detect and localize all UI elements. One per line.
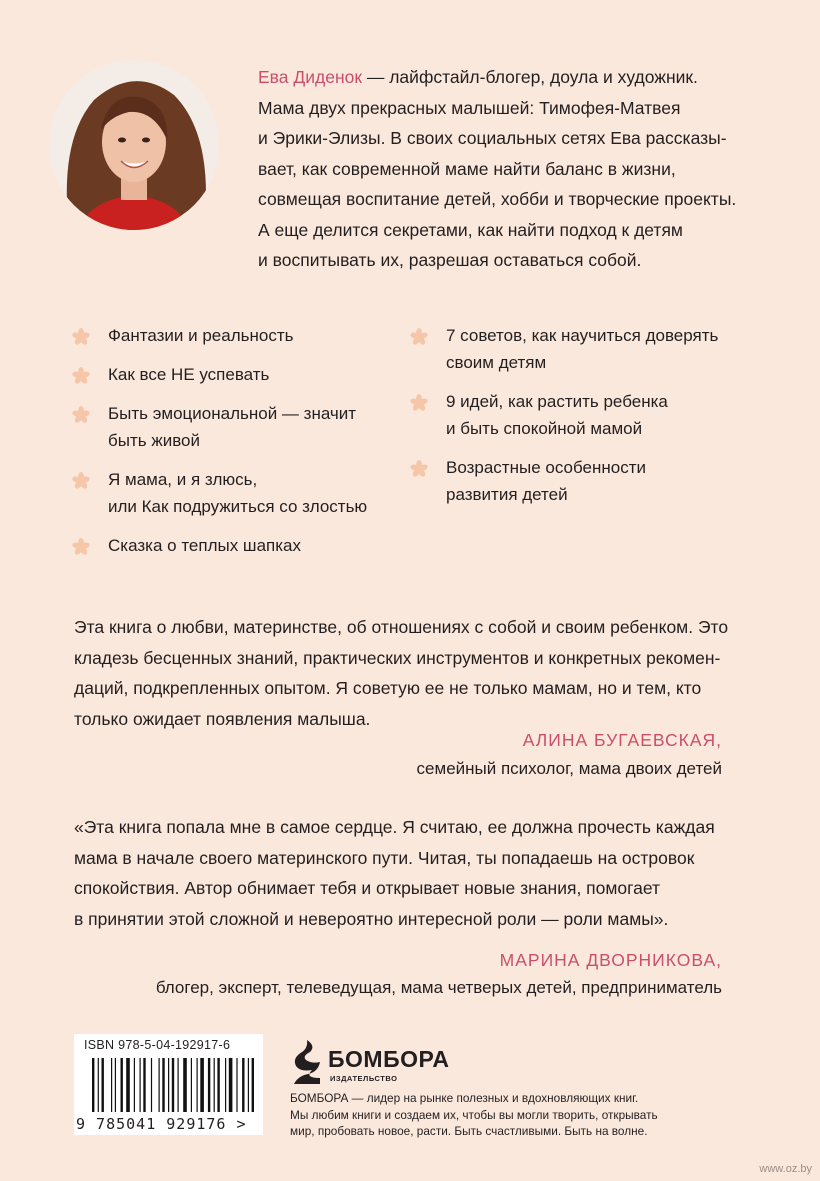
topic-item [72, 532, 402, 559]
review-line: спокойствия. Автор обнимает тебя и открывает новые знания, помогает [74, 878, 661, 898]
isbn-label: ISBN 978-5-04-192917-6 [84, 1038, 231, 1052]
author-bio [258, 62, 758, 276]
publisher-line: Мы любим книги и создаем их, чтобы вы могли творить, открывать [290, 1107, 658, 1122]
bio-first-line-rest: — лайфстайл-блогер, доула и художник. [362, 67, 698, 87]
publisher-description [290, 1090, 658, 1140]
author-name: Ева Диденок [258, 67, 362, 87]
bio-line: вает, как современной маме найти баланс в жизни, [258, 158, 676, 179]
watermark: www.oz.by [759, 1163, 812, 1175]
topic-line: или Как подружиться со злостью [108, 497, 368, 516]
flower-bullet-icon [410, 394, 428, 412]
topic-text [108, 322, 402, 349]
topic-text [108, 400, 402, 454]
publisher-line: БОМБОРА — лидер на рынке полезных и вдохновляющих книг. [290, 1091, 639, 1105]
flower-bullet-icon [410, 460, 428, 478]
publisher-logo [290, 1038, 450, 1091]
flower-bullet-icon [72, 406, 90, 424]
topic-text [446, 454, 750, 508]
review-line: мама в начале своего материнского пути. Читая, ты попадаешь на островок [74, 847, 695, 868]
flower-bullet-icon [72, 538, 90, 556]
flower-bullet-icon [72, 472, 90, 490]
bombora-wave-icon [290, 1038, 324, 1086]
topic-text [108, 466, 402, 520]
flower-bullet-icon [410, 328, 428, 346]
bio-line: А еще делится секретами, как найти подход к детям [258, 219, 683, 240]
author-photo [49, 60, 219, 230]
topic-item [72, 361, 402, 388]
review-line: только ожидает появления малыша. [74, 708, 371, 729]
topic-line: 9 идей, как растить ребенка [446, 392, 668, 411]
topic-line: Возрастные особенности [446, 458, 646, 477]
review1-author: АЛИНА БУГАЕВСКАЯ, [522, 730, 722, 750]
bio-first-line [258, 62, 758, 93]
topic-line: Я мама, и я злюсь, [108, 470, 258, 489]
review1-author-desc: семейный психолог, мама двоих детей [416, 759, 722, 778]
publisher-subtitle: ИЗДАТЕЛЬСТВО [330, 1074, 398, 1083]
review-line: кладезь бесценных знаний, практических инструментов и конкретных рекомен- [74, 647, 721, 668]
topic-text [446, 388, 750, 442]
topic-line: развития детей [446, 485, 568, 504]
topics-list-left [72, 322, 402, 571]
portrait-illustration [49, 60, 219, 230]
barcode-digits: 9 785041 929176 > [76, 1115, 247, 1133]
flower-bullet-icon [72, 367, 90, 385]
review-line: Эта книга о любви, материнстве, об отношениях с собой и своим ребенком. Это [74, 617, 729, 637]
topic-item [410, 388, 750, 442]
topic-line: Быть эмоциональной — значит [108, 404, 357, 423]
topic-line: Фантазии и реальность [108, 326, 294, 345]
topic-item [410, 322, 750, 376]
bio-line: Мама двух прекрасных малышей: Тимофея-Матвея [258, 97, 681, 118]
flower-bullet-icon [72, 328, 90, 346]
topic-item [410, 454, 750, 508]
review-quote-1 [74, 612, 734, 734]
topic-line: Сказка о теплых шапках [108, 536, 301, 555]
review2-author-desc: блогер, эксперт, телеведущая, мама четверых детей, предприниматель [155, 978, 722, 997]
topic-item [72, 400, 402, 454]
topic-line: своим детям [446, 353, 547, 372]
publisher-line: мир, пробовать новое, расти. Быть счастливыми. Быть на волне. [290, 1124, 648, 1138]
review-line: в принятии этой сложной и невероятно интересной роли — роли мамы». [74, 908, 669, 929]
topic-line: быть живой [108, 431, 200, 450]
bio-line: и Эрики-Элизы. В своих социальных сетях Ева рассказы- [258, 128, 727, 148]
bio-line: и воспитывать их, разрешая оставаться собой. [258, 250, 642, 270]
review-quote-2 [74, 812, 734, 934]
topic-item [72, 466, 402, 520]
review-line: даций, подкрепленных опытом. Я советую ее не только мамам, но и тем, кто [74, 678, 702, 698]
topic-text [446, 322, 750, 376]
topic-line: и быть спокойной мамой [446, 419, 643, 438]
review2-author: МАРИНА ДВОРНИКОВА, [499, 950, 722, 970]
publisher-name: БОМБОРА [328, 1046, 450, 1072]
review-line: «Эта книга попала мне в самое сердце. Я считаю, ее должна прочесть каждая [74, 817, 715, 837]
topic-line: Как все НЕ успевать [108, 365, 270, 384]
bio-line: совмещая воспитание детей, хобби и творческие проекты. [258, 189, 737, 209]
topic-line: 7 советов, как научиться доверять [446, 326, 719, 345]
topic-text [108, 532, 402, 559]
isbn-barcode [74, 1034, 263, 1135]
topic-item [72, 322, 402, 349]
topics-list-right [410, 322, 750, 520]
topic-text [108, 361, 402, 388]
